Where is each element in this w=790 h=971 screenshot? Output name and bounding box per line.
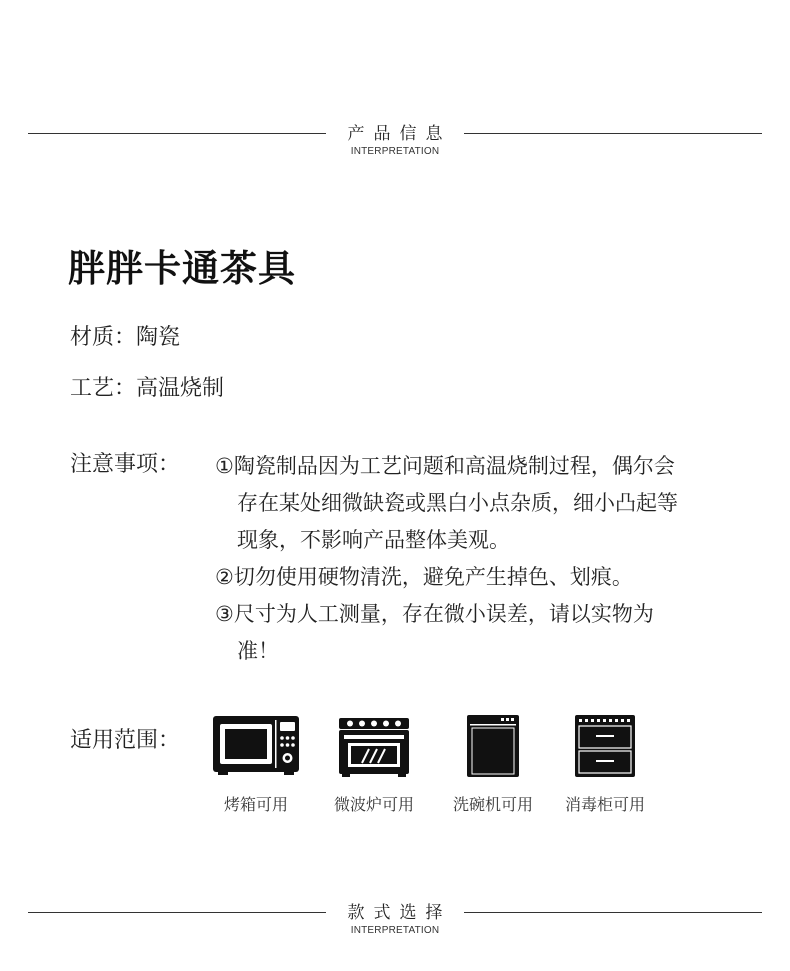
appliance-oven [196,714,316,815]
appliance-caption: 洗碗机可用 [452,795,533,814]
section-subtitle: INTERPRETATION [350,146,440,157]
appliance-caption: 消毒柜可用 [564,795,645,814]
divider-line [28,912,326,913]
divider-line [464,912,762,913]
section-title: 款式选择 [347,903,452,923]
divider-line [28,133,326,134]
section-title: 产品信息 [347,124,452,144]
microwave-icon [338,714,410,780]
appliance-dishwasher [433,714,553,815]
note-item: ①陶瓷制品因为工艺问题和高温烧制过程，偶尔会存在某处细微缺瓷或黑白小点杂质，细小凸起等现象，不影响产品整体美观。 [215,454,678,552]
sterilizer-cabinet-icon [574,714,636,780]
dishwasher-icon [466,714,520,780]
note-item: ②切勿使用硬物清洗，避免产生掉色、划痕。 [215,565,633,589]
note-item: ③尺寸为人工测量，存在微小误差，请以实物为准！ [215,602,654,663]
craft-attribute: 工艺：高温烧制 [70,376,225,401]
oven-icon [212,714,300,780]
notes-label: 注意事项： [70,452,181,477]
appliance-microwave [314,714,434,815]
appliance-caption: 烤箱可用 [223,795,288,814]
appliance-sterilizer-cabinet [545,714,665,815]
section-header-style-select [0,903,790,953]
product-name: 胖胖卡通茶具 [68,247,296,290]
section-subtitle: INTERPRETATION [350,925,440,936]
notes-list [215,448,685,670]
appliance-caption: 微波炉可用 [333,795,414,814]
divider-line [464,133,762,134]
scope-label: 适用范围： [70,728,181,753]
material-attribute: 材质：陶瓷 [70,325,181,350]
section-header-product-info [0,124,790,174]
